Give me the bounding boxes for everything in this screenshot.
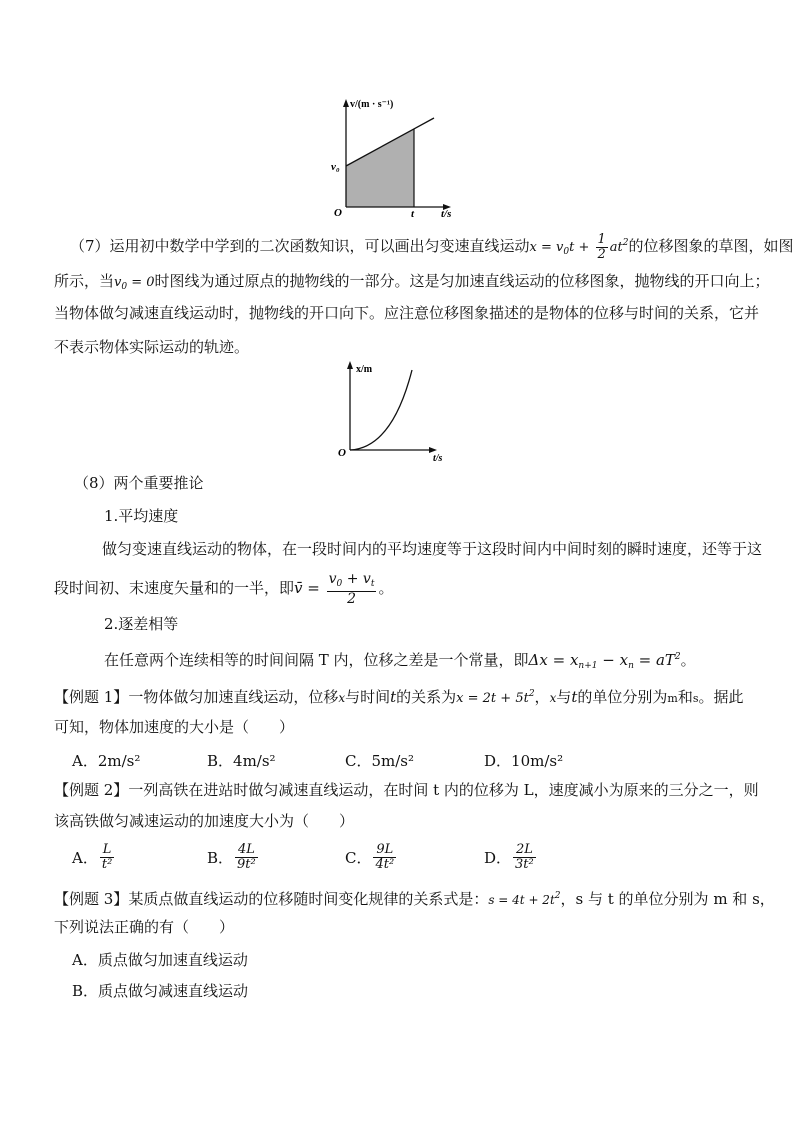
ex1-text-c: 的关系为 [396,688,457,706]
option-b-den: 9t² [237,857,256,872]
option-d-fraction [513,843,536,872]
v0-label: v₀ [331,161,340,173]
displacement-time-graph [334,358,454,462]
sub2-line: 在任意两个连续相等的时间间隔 T 内，位移之差是一个常量，即 [104,651,529,669]
ex1-text-j: 。据此 [698,688,744,706]
ex3-text-b: ，s 与 t 的单位分别为 m 和 s， [560,890,775,908]
ex1-text-b: 与时间 [345,688,391,706]
p7-formula: $x = v_0t$ + $\frac{1}{2}$ $at^2$ [529,232,629,262]
y-axis-label: v/(m · s⁻¹) [350,99,394,110]
example-3-line2: 下列说法正确的有（ ） [54,918,235,936]
ex1-text-e: 与 [556,688,572,706]
unit-s: s [692,692,699,705]
example-2-line2: 该高铁做匀减速运动的加速度大小为（ ） [54,812,355,830]
x-axis-label: t/s [433,453,443,462]
option-c-num: 9L [373,843,396,858]
example-1-option-d[interactable]: D．10m/s² [484,752,564,770]
example-2-option-d[interactable] [484,843,538,872]
option-d-num: 2L [513,843,536,858]
example-2-tag: 【例题 2】 [54,781,129,799]
y-axis-label: x/m [356,364,373,375]
option-a-label: A． [72,849,98,867]
shaded-area [346,129,414,207]
example-1-line2: 可知，物体加速度的大小是（ ） [54,718,295,736]
option-b-label: B． [207,849,234,867]
option-a-den: t² [101,857,113,872]
p7-lead: （7）运用初中数学中学到的二次函数知识，可以画出匀变速直线运动 [70,237,530,255]
p7-line2-post: 时图线为通过原点的抛物线的一部分。这是匀加速直线运动的位移图象，抛物线的开口向上； [154,272,770,290]
example-1-option-b[interactable]: B．4m/s² [207,752,276,770]
p7-condition: $v_0 = 0$ [114,275,155,292]
option-d-label: D． [484,849,512,867]
example-3-tag: 【例题 3】 [54,890,129,908]
option-c-den: 4t² [375,857,395,872]
example-2-option-a[interactable] [72,843,116,872]
example-3-option-a[interactable]: A．质点做匀加速直线运动 [72,951,248,969]
subsection-1-line2 [54,572,393,606]
example-1-line1 [54,684,744,709]
x-axis-label: t/s [441,208,452,220]
p7-after-formula: 的位移图象的草图，如图 [628,237,794,255]
paragraph-7-line4: 不表示物体实际运动的轨迹。 [54,338,250,356]
ex1-text-f: 的单位分别为 [577,688,668,706]
ex3-text-a: 某质点做直线运动的位移随时间变化规律的关系式是： [128,890,489,908]
example-1-option-a[interactable]: A．2m/s² [72,752,141,770]
example-1-option-c[interactable]: C．5m/s² [345,752,415,770]
sub2-end: 。 [680,651,696,669]
parabola-curve [350,370,412,450]
ex1-text-h: 和 [677,688,693,706]
example-3-option-b[interactable]: B．质点做匀减速直线运动 [72,982,249,1000]
paragraph-7-line3: 当物体做匀减速直线运动时，抛物线的开口向下。应注意位移图象描述的是物体的位移与时间的关系，它并 [54,304,760,322]
var-t: t [390,688,397,706]
paragraph-7-line1 [70,233,794,262]
ex1-text-a: 一物体做匀加速直线运动，位移 [128,688,339,706]
example-2-option-c[interactable] [345,843,398,872]
ex1-formula: $x = 2t + 5t^2$ [456,689,535,706]
subsection-1-line1: 做匀变速直线运动的物体，在一段时间内的平均速度等于这段时间内中间时刻的瞬时速度，还等于这 [102,540,763,558]
subsection-2-line [104,647,696,676]
paragraph-7-line2 [54,271,770,297]
ex3-formula: $s = 4t + 2t^2$ [488,891,561,907]
var-t-2: t [571,688,578,706]
option-c-label: C． [345,849,372,867]
option-c-fraction [373,843,396,872]
example-2-question: 一列高铁在进站时做匀减速直线运动，在时间 t 内的位移为 L，速度减小为原来的三分之一，则 [128,781,759,799]
sub1-end: 。 [378,579,394,597]
velocity-time-graph [328,96,478,220]
successive-difference-formula: $\Delta x = x_{n+1} - x_n = aT^2$ [528,651,681,671]
sub1-line2-pre: 段时间初、末速度矢量和的一半，即 [54,579,295,597]
example-3-line1 [54,886,775,910]
y-axis-arrow [343,99,349,107]
p7-line2-pre: 所示，当 [54,272,115,290]
origin-label: O [338,447,346,459]
ex1-text-d: ， [534,688,550,706]
var-x-2: x [549,691,557,705]
example-2-line1 [54,780,759,800]
option-a-fraction [100,843,114,872]
var-x: x [338,691,346,705]
subsection-2-title: 2.逐差相等 [104,615,179,633]
option-b-fraction [235,843,258,872]
t-tick-label: t [411,208,415,220]
section-8-heading: （8）两个重要推论 [74,474,204,492]
y-axis-arrow [347,361,353,369]
unit-m: m [667,692,678,705]
origin-label: O [334,207,342,219]
option-a-num: L [100,843,114,858]
example-2-option-b[interactable] [207,843,260,872]
option-d-den: 3t² [515,857,534,872]
average-velocity-formula: v̄ = $\frac{v_0 + v_t}{2}$ [294,571,375,607]
example-1-tag: 【例题 1】 [54,688,129,706]
option-b-num: 4L [235,843,258,858]
subsection-1-title: 1.平均速度 [104,507,179,525]
